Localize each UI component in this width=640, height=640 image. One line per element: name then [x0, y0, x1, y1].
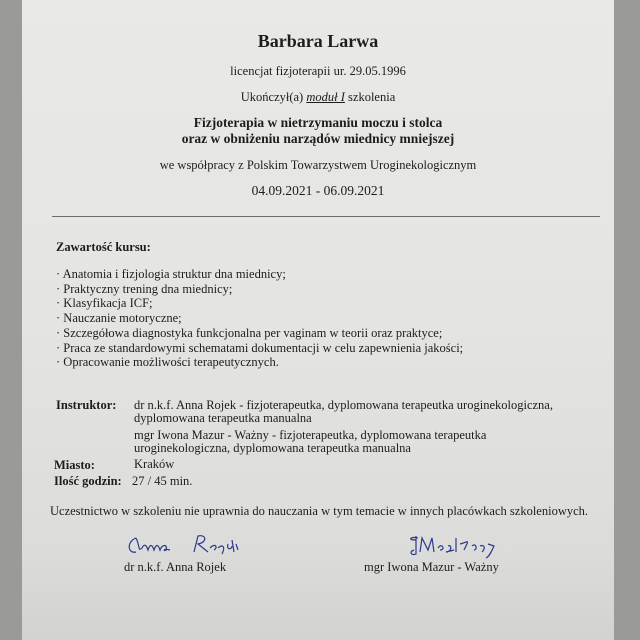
bullet-marker: ·	[56, 267, 63, 281]
completed-prefix: Ukończył(a)	[240, 90, 307, 104]
divider	[52, 216, 600, 217]
signature-iwona-mazur-wazny	[392, 530, 522, 560]
city-value: Kraków	[134, 457, 175, 471]
content-list-item	[56, 341, 463, 356]
signatory-name: mgr Iwona Mazur - Ważny	[364, 560, 499, 574]
course-title-line-1: Fizjoterapia w nietrzymaniu moczu i stolca	[193, 115, 443, 130]
signatory-name: dr n.k.f. Anna Rojek	[124, 560, 227, 574]
certificate-page	[22, 0, 614, 640]
content-list-item	[56, 326, 442, 341]
content-item-text: Szczegółowa diagnostyka funkcjonalna per vaginam w teorii oraz praktyce;	[63, 325, 443, 340]
content-item-text: Nauczanie motoryczne;	[63, 311, 182, 326]
bullet-marker: ·	[56, 355, 64, 370]
hours-label: Ilość godzin:	[54, 474, 122, 488]
instructor-line: uroginekologiczna, dyplomowana terapeutka manualna	[134, 441, 411, 455]
notice: Uczestnictwo w szkoleniu nie uprawnia do nauczania w tym temacie w innych placówkach szkoleniowych.	[50, 504, 589, 518]
content-list-item	[56, 311, 182, 326]
content-item-text: Klasyfikacja ICF;	[63, 296, 153, 311]
content-item-text: Opracowanie możliwości terapeutycznych.	[63, 355, 279, 370]
recipient-name: Barbara Larwa	[257, 31, 379, 51]
bullet-marker: ·	[56, 281, 64, 296]
content-list-item	[56, 267, 286, 282]
city-label: Miasto:	[54, 458, 95, 472]
instructor-line: mgr Iwona Mazur - Ważny - fizjoterapeutka, dyplomowana terapeutka	[134, 428, 487, 442]
module-name: moduł I	[306, 90, 345, 104]
course-title-line-2: oraz w obniżeniu narządów miednicy mniejszej	[181, 131, 455, 146]
bullet-marker: ·	[56, 296, 64, 311]
content-list-item	[56, 355, 279, 370]
content-item-text: Praktyczny trening dna miednicy;	[63, 281, 233, 296]
cooperation-line: we współpracy z Polskim Towarzystwem Uroginekologicznym	[159, 158, 477, 172]
content-item-text: Praca ze standardowymi schematami dokumentacji w celu zapewnienia jakości;	[63, 340, 464, 355]
bullet-marker: ·	[56, 340, 64, 355]
content-list-item	[56, 282, 232, 297]
degree-line: licencjat fizjoterapii ur. 29.05.1996	[230, 64, 406, 78]
bullet-marker: ·	[56, 325, 64, 340]
instructor-line: dr n.k.f. Anna Rojek - fizjoterapeutka, dyplomowana terapeutka uroginekologiczna,	[134, 398, 553, 412]
content-list-item	[56, 296, 153, 311]
hours-value: 27 / 45 min.	[132, 474, 193, 488]
signature-anna-rojek	[122, 532, 252, 560]
course-dates: 04.09.2021 - 06.09.2021	[251, 183, 385, 198]
bullet-marker: ·	[56, 311, 64, 326]
completed-line	[22, 90, 614, 105]
content-heading: Zawartość kursu:	[56, 240, 151, 254]
instructor-line: dyplomowana terapeutka manualna	[134, 411, 312, 425]
content-item-text: Anatomia i fizjologia struktur dna miednicy;	[62, 267, 286, 281]
completed-suffix: szkolenia	[344, 90, 396, 104]
instructor-label: Instruktor:	[56, 398, 117, 412]
